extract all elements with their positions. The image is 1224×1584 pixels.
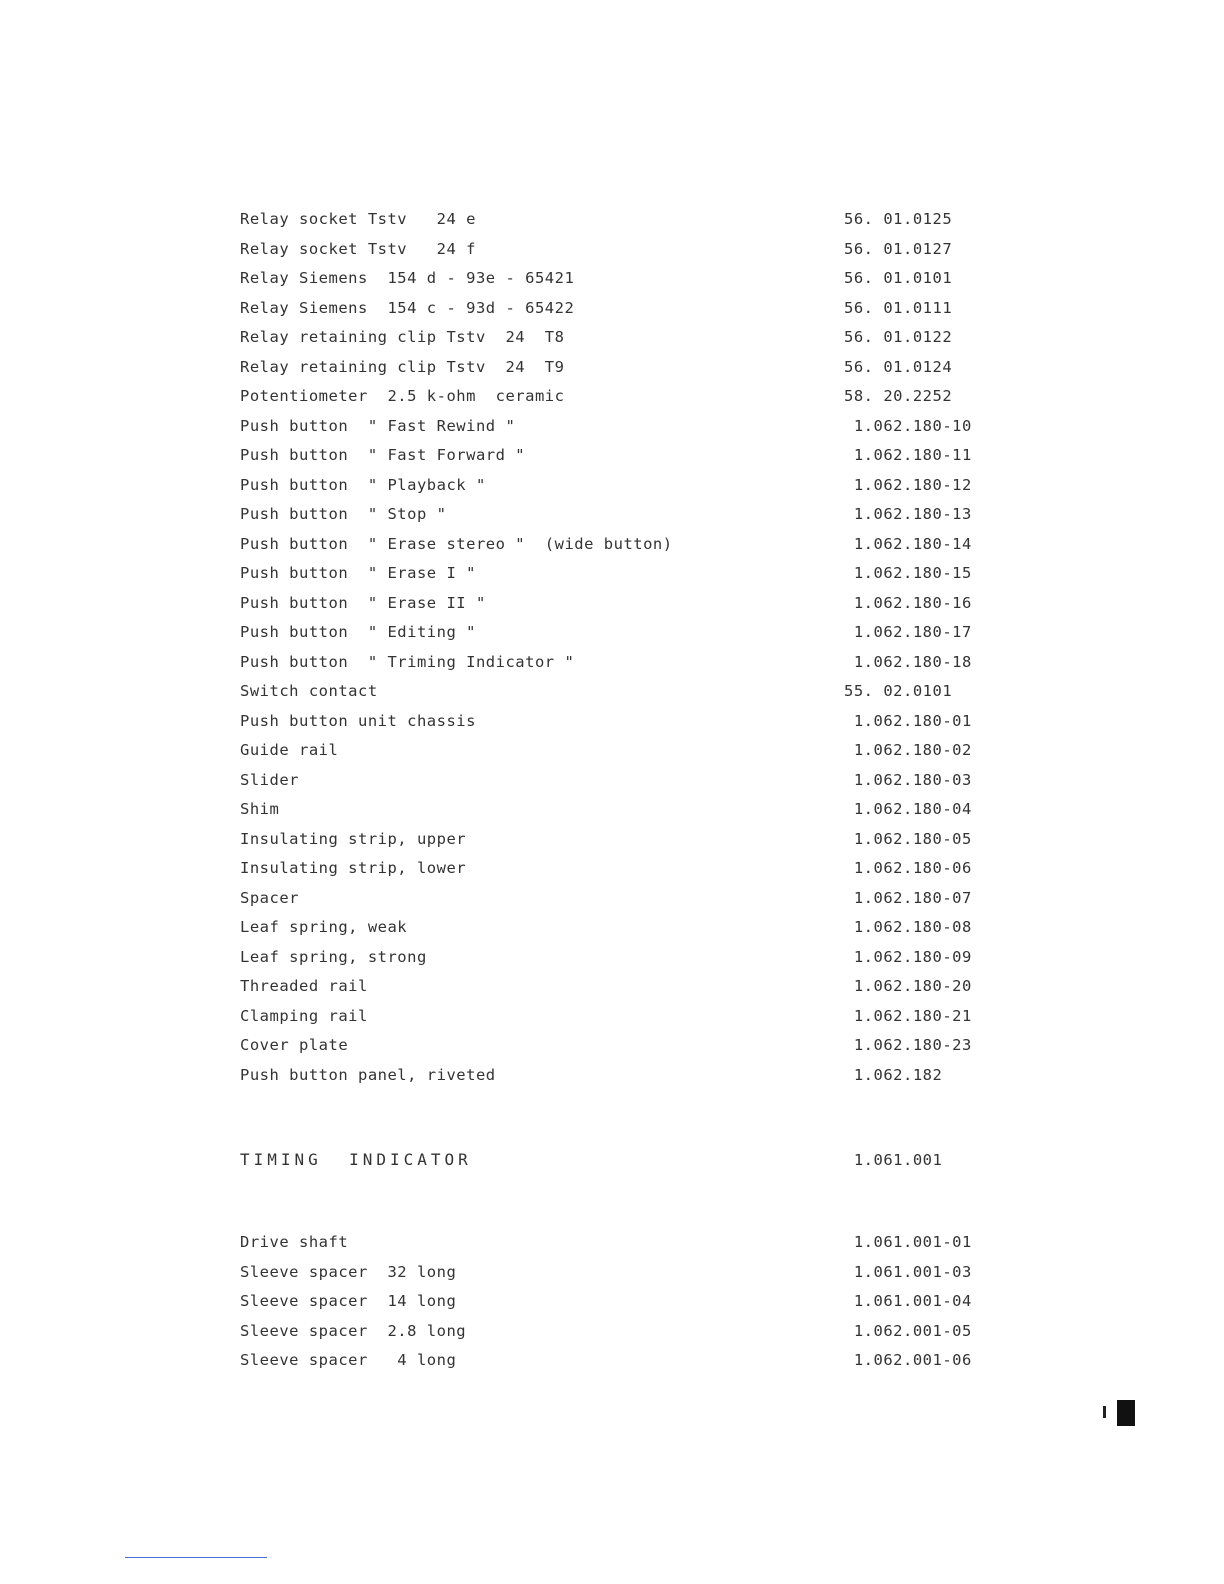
part-name: Insulating strip, lower: [240, 859, 467, 877]
list-item: [240, 972, 980, 1002]
part-number: 1.062.180-08: [844, 918, 972, 936]
part-number: 1.062.180-15: [844, 564, 972, 582]
timing-indicator-parts-list: [240, 1228, 980, 1376]
part-name: Threaded rail: [240, 977, 368, 995]
part-number: 1.062.001-06: [844, 1351, 972, 1369]
part-number: 1.062.180-02: [844, 741, 972, 759]
list-item: [240, 382, 980, 412]
part-name: Spacer: [240, 888, 299, 907]
part-number: 1.062.180-23: [844, 1036, 972, 1054]
list-item: [240, 353, 980, 383]
list-item: [240, 205, 980, 235]
list-item: [240, 530, 980, 560]
part-number: 56. 01.0111: [844, 298, 953, 317]
list-item: [240, 1061, 980, 1091]
part-name: Cover plate: [240, 1036, 349, 1054]
list-item: [240, 500, 980, 530]
part-name: Push button " Editing ": [240, 623, 476, 641]
section-row: [240, 1150, 980, 1169]
list-item: [240, 677, 980, 707]
list-item: [240, 854, 980, 884]
part-number: 1.062.180-01: [844, 711, 972, 730]
part-number: 1.062.180-07: [844, 888, 972, 907]
part-name: Push button " Erase I ": [240, 564, 476, 582]
part-name: Push button " Erase II ": [240, 593, 486, 612]
list-item: [240, 294, 980, 324]
part-number: 1.062.180-18: [844, 652, 972, 671]
part-number: 1.062.180-12: [844, 475, 972, 494]
part-name: Relay Siemens 154 d - 93e - 65421: [240, 269, 575, 287]
part-name: Relay retaining clip Tstv 24 T9: [240, 357, 565, 376]
part-name: Insulating strip, upper: [240, 829, 467, 848]
part-name: Push button panel, riveted: [240, 1065, 496, 1084]
list-item: [240, 1002, 980, 1032]
part-number: 55. 02.0101: [844, 682, 953, 700]
part-number: 1.062.180-20: [844, 977, 972, 995]
part-name: Push button " Triming Indicator ": [240, 652, 575, 671]
part-name: Relay socket Tstv 24 e: [240, 210, 476, 228]
list-item: [240, 235, 980, 265]
part-number: 1.062.180-10: [844, 416, 972, 435]
list-item: [240, 471, 980, 501]
section-heading: [240, 1150, 980, 1169]
part-name: Push button " Stop ": [240, 505, 447, 523]
part-name: Sleeve spacer 14 long: [240, 1292, 457, 1310]
part-name: Guide rail: [240, 741, 339, 759]
part-number: 1.062.180-04: [844, 800, 972, 818]
list-item: [240, 913, 980, 943]
part-number: 1.062.180-14: [844, 534, 972, 553]
part-name: Sleeve spacer 32 long: [240, 1262, 457, 1281]
mark-block: [1117, 1400, 1135, 1426]
part-name: Push button unit chassis: [240, 711, 476, 730]
part-name: Push button " Fast Rewind ": [240, 416, 516, 435]
part-number: 1.062.180-05: [844, 829, 972, 848]
part-name: Relay retaining clip Tstv 24 T8: [240, 328, 565, 346]
list-item: [240, 1346, 980, 1376]
part-number: 56. 01.0122: [844, 328, 953, 346]
part-name: Push button " Erase stereo " (wide button): [240, 534, 673, 553]
list-item: [240, 943, 980, 973]
part-number: 1.062.180-17: [844, 623, 972, 641]
list-item: [240, 264, 980, 294]
part-number: 1.062.180-16: [844, 593, 972, 612]
list-item: [240, 1287, 980, 1317]
list-item: [240, 1258, 980, 1288]
part-number: 56. 01.0101: [844, 269, 953, 287]
part-number: 56. 01.0127: [844, 239, 953, 258]
list-item: [240, 648, 980, 678]
list-item: [240, 323, 980, 353]
part-name: Shim: [240, 800, 280, 818]
parts-list: [240, 205, 980, 1090]
part-name: Push button " Playback ": [240, 475, 486, 494]
list-item: [240, 1228, 980, 1258]
list-item: [240, 1031, 980, 1061]
part-name: Slider: [240, 770, 299, 789]
part-number: 1.061.001-03: [844, 1262, 972, 1281]
part-number: 58. 20.2252: [844, 387, 953, 405]
part-number: 1.061.001-01: [844, 1233, 972, 1251]
section-title: TIMING INDICATOR: [240, 1150, 472, 1169]
footer-rule: [125, 1557, 267, 1558]
part-number: 1.062.180-03: [844, 770, 972, 789]
page-edge-mark: [1103, 1400, 1143, 1426]
part-name: Sleeve spacer 2.8 long: [240, 1321, 467, 1340]
list-item: [240, 618, 980, 648]
mark-tick: [1103, 1406, 1106, 1418]
list-item: [240, 825, 980, 855]
part-name: Push button " Fast Forward ": [240, 446, 526, 464]
part-number: 1.062.180-21: [844, 1006, 972, 1025]
list-item: [240, 795, 980, 825]
part-number: 1.062.180-11: [844, 446, 972, 464]
list-item: [240, 766, 980, 796]
list-item: [240, 1317, 980, 1347]
part-name: Leaf spring, weak: [240, 918, 408, 936]
list-item: [240, 441, 980, 471]
part-name: Leaf spring, strong: [240, 947, 427, 966]
part-number: 56. 01.0124: [844, 357, 953, 376]
part-number: 1.062.182: [844, 1065, 943, 1084]
part-number: 1.061.001-04: [844, 1292, 972, 1310]
part-name: Potentiometer 2.5 k-ohm ceramic: [240, 387, 565, 405]
part-name: Sleeve spacer 4 long: [240, 1351, 457, 1369]
list-item: [240, 412, 980, 442]
list-item: [240, 589, 980, 619]
list-item: [240, 736, 980, 766]
list-item: [240, 559, 980, 589]
part-number: 1.062.180-09: [844, 947, 972, 966]
list-item: [240, 707, 980, 737]
list-item: [240, 884, 980, 914]
part-number: 56. 01.0125: [844, 210, 953, 228]
part-name: Relay socket Tstv 24 f: [240, 239, 476, 258]
part-name: Clamping rail: [240, 1006, 368, 1025]
section-part-number: 1.061.001: [844, 1151, 943, 1169]
part-number: 1.062.180-13: [844, 505, 972, 523]
part-name: Relay Siemens 154 c - 93d - 65422: [240, 298, 575, 317]
part-number: 1.062.001-05: [844, 1321, 972, 1340]
part-number: 1.062.180-06: [844, 859, 972, 877]
part-name: Drive shaft: [240, 1233, 349, 1251]
part-name: Switch contact: [240, 682, 378, 700]
